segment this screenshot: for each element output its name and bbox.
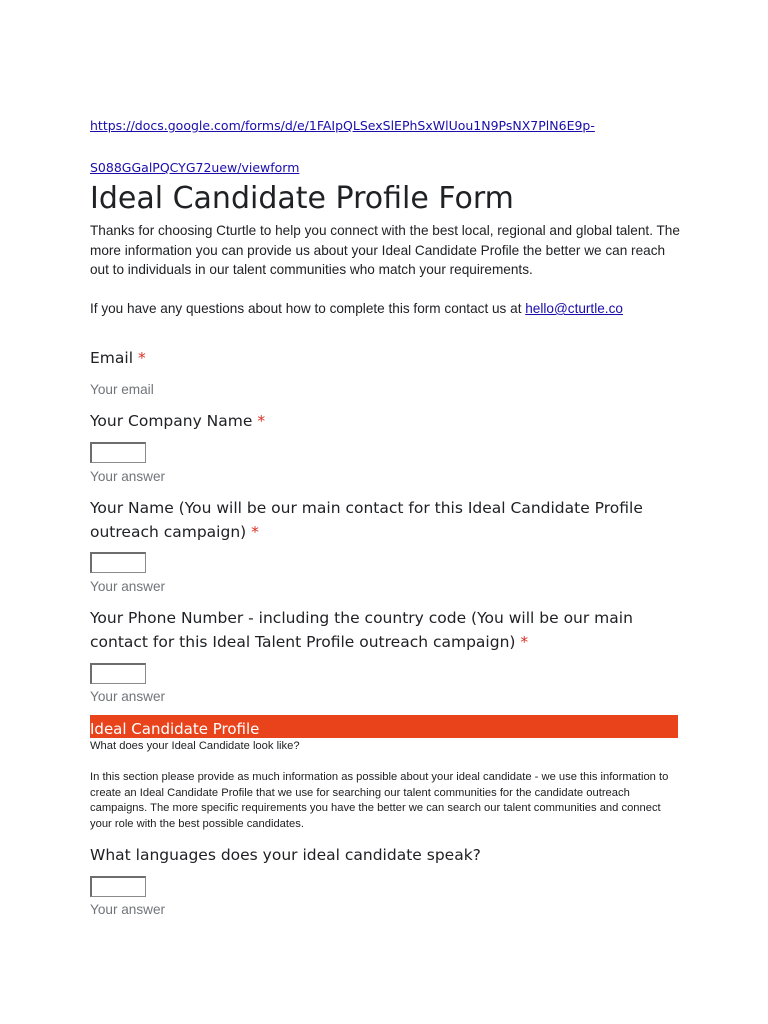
question-label-text: Email xyxy=(90,349,134,367)
question-label-text: Your Phone Number - including the country code (You will be our main contact for this Ideal Talent Profile outreach campaign) xyxy=(90,609,633,651)
form-title: Ideal Candidate Profile Form xyxy=(90,181,514,216)
email-field[interactable]: Your email xyxy=(90,382,154,397)
question-your-name-label xyxy=(90,497,680,544)
section-header-ideal-candidate-profile: Ideal Candidate Profile xyxy=(90,715,678,738)
question-company-name-label xyxy=(90,410,680,434)
form-url-link-continued[interactable]: S088GGalPQCYG72uew/viewform xyxy=(90,160,300,175)
question-phone-number-label xyxy=(90,607,680,654)
phone-number-input[interactable] xyxy=(90,663,146,684)
question-label-text: Your Company Name xyxy=(90,412,253,430)
answer-placeholder: Your answer xyxy=(90,902,166,917)
form-intro: Thanks for choosing Cturtle to help you connect with the best local, regional and global talent. The more information you can provide us about your Ideal Candidate Profile the better we can reach out to individuals in our talent communities who match your requirements. xyxy=(90,223,680,278)
section-subtitle: What does your Ideal Candidate look like? xyxy=(90,740,300,752)
question-label-text: What languages does your ideal candidate speak? xyxy=(90,846,481,864)
contact-text: If you have any questions about how to complete this form contact us at xyxy=(90,301,526,316)
required-asterisk: * xyxy=(257,412,266,430)
company-name-input[interactable] xyxy=(90,442,146,463)
contact-line xyxy=(90,299,623,319)
form-url-link[interactable]: https://docs.google.com/forms/d/e/1FAIpQLSexSlEPhSxWlUou1N9PsNX7PlN6E9p- xyxy=(90,118,595,133)
answer-placeholder: Your answer xyxy=(90,689,166,704)
question-languages-label xyxy=(90,844,680,868)
required-asterisk: * xyxy=(520,632,529,651)
required-asterisk: * xyxy=(251,522,259,541)
question-email-label xyxy=(90,347,680,371)
answer-placeholder: Your answer xyxy=(90,579,166,594)
answer-placeholder: Your answer xyxy=(90,469,166,484)
required-asterisk: * xyxy=(137,349,146,367)
languages-input[interactable] xyxy=(90,876,146,897)
section-description: In this section please provide as much information as possible about your ideal candidate - we use this information to create an Ideal Candidate Profile that we use for searching our talent communities for the candidate outreach campaigns. The more specific requirements you have the better we can search our talent communities and connect your role with the best possible candidates. xyxy=(90,771,669,831)
your-name-input[interactable] xyxy=(90,552,146,573)
question-label-text: Your Name (You will be our main contact for this Ideal Candidate Profile outreach campaign) xyxy=(90,499,643,541)
contact-email-link[interactable]: hello@cturtle.co xyxy=(525,301,623,316)
